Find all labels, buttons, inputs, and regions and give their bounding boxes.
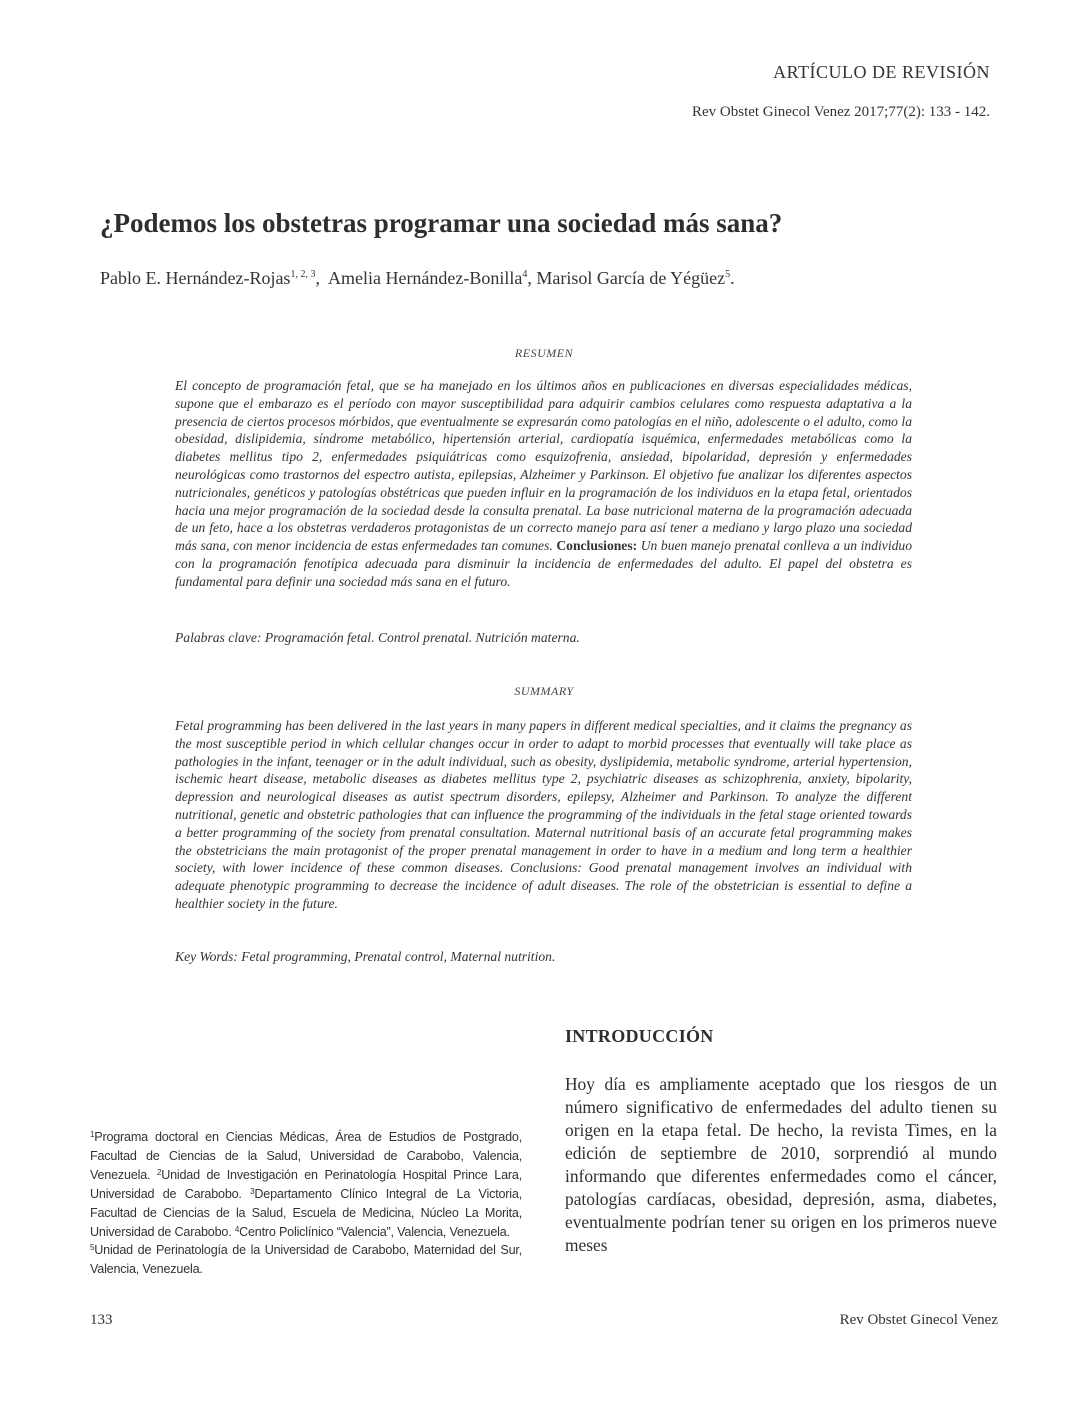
page-number: 133 bbox=[90, 1312, 113, 1328]
palabras-clave: Palabras clave: Programación fetal. Control prenatal. Nutrición materna. bbox=[175, 630, 580, 645]
affiliations-footnote bbox=[90, 1128, 522, 1279]
introduccion-text: Hoy día es ampliamente aceptado que los riesgos de un número significativo de enfermedades del adulto tienen su origen en la etapa fetal. De hecho, la revista Times, en la edición de septiembre de 2010, sorprendió al mundo informando que diferentes enfermedades como el cáncer, patologías cardíacas, obesidad, depresión, asma, diabetes, eventualmente podrían tener su origen en los primeros nueve meses bbox=[565, 1074, 997, 1255]
article-title: ¿Podemos los obstetras programar una sociedad más sana? bbox=[100, 208, 783, 238]
footnote-text: Unidad de Perinatología de la Universidad de Carabobo, Maternidad del Sur, Valencia, Venezuela. bbox=[90, 1243, 522, 1277]
author-name: Marisol García de Yégüez bbox=[536, 268, 726, 288]
resumen-body: El concepto de programación fetal, que se ha manejado en los últimos años en publicaciones en diversas especialidades médicas, supone que el embarazo es el período con mayor susceptibilidad para adquirir cambios celulares como respuesta adaptativa a la presencia de ciertos procesos mórbidos, que eventualmente se expresarán como patologías en el niño, adolescente o el adulto, como la obesidad, dislipidemia, síndrome metabólico, hipertensión arterial, cardiopatía isquémica, enfermedades metabólicas como la diabetes mellitus tipo 2, enfermedades psiquiátricas como esquizofrenia, ansiedad, bipolaridad, depresión y enfermedades neurológicas como trastornos del espectro autista, epilepsias, Alzheimer y Parkinson. El objetivo fue analizar los diferentes aspectos nutricionales, genéticos y patologías obstétricas que pueden influir en la programación de los individuos en la etapa fetal, orientados hacia una mejor programación de la sociedad desde la consulta prenatal. La base nutricional materna de la programación adecuada de un feto, hace a los obstetras verdaderos protagonistas de un correcto manejo para así tener a mediano y largo plazo una sociedad más sana, con menor incidencia de estas enfermedades tan comunes. bbox=[175, 378, 912, 554]
footnote-number: 5 bbox=[90, 1243, 95, 1253]
article-type-label: ARTÍCULO DE REVISIÓN bbox=[773, 62, 990, 82]
summary-text: Fetal programming has been delivered in the last years in many papers in different medical specialties, and it claims the pregnancy as the most susceptible period in which cellular changes occur in order to adapt to morbid processes that eventually will take place as pathologies in the infant, teenager or in the adult individual, such as obesity, dyslipidemia, metabolic syndrome, arterial hypertension, ischemic heart disease, metabolic diseases as diabetes mellitus type 2, psychiatric diseases as schizophrenia, anxiety, bipolarity, depression and neurological diseases as autist spectrum disorders, epilepsy, Alzheimer and Parkinson. To analyze the different nutritional, genetic and obstetric pathologies that can influence the programming of the individuals in the fetal stage oriented towards a better programming of the society from prenatal consultation. Maternal nutritional basis of an accurate fetal programming makes the obstetricians the main protagonist of the proper prenatal management in order to have in a medium and long term a healthier society, with lower incidence of these common diseases. Conclusions: Good prenatal management involves an individual with adequate phenotypic programming to decrease the incidence of adult diseases. The role of the obstetrician is essential to define a healthier society in the future. bbox=[175, 718, 912, 911]
author-separator: . bbox=[730, 268, 735, 288]
summary-heading: SUMMARY bbox=[514, 684, 574, 698]
resumen-text bbox=[175, 377, 912, 591]
resumen-heading: RESUMEN bbox=[514, 346, 574, 360]
author-affiliation: 5 bbox=[725, 269, 731, 280]
resumen-conclusions: Un buen manejo prenatal conlleva a un individuo con la programación fenotípica adecuada para disminuir la incidencia de enfermedades del adulto. El papel del obstetra es fundamental para definir una sociedad más sana en el futuro. bbox=[175, 538, 912, 589]
author-affiliation: 4 bbox=[522, 269, 528, 280]
author-affiliation: 1, 2, 3 bbox=[290, 269, 316, 280]
journal-footer: Rev Obstet Ginecol Venez bbox=[839, 1312, 998, 1328]
footnote-text: Centro Policlínico “Valencia”, Valencia, Venezuela. bbox=[239, 1224, 510, 1239]
footnote-number: 1 bbox=[90, 1130, 95, 1139]
introduccion-heading: INTRODUCCIÓN bbox=[565, 1026, 714, 1046]
journal-citation: Rev Obstet Ginecol Venez 2017;77(2): 133 - 142. bbox=[691, 104, 990, 120]
author-name: Amelia Hernández-Bonilla bbox=[327, 268, 523, 288]
author-list bbox=[100, 268, 735, 289]
footnote-text: Unidad de Investigación en Perinatología Hospital Prince Lara, Universidad de Carabobo. bbox=[90, 1167, 522, 1201]
footnote-text: Departamento Clínico Integral de La Victoria, Facultad de Ciencias de la Salud, Escuela de Medicina, Núcleo La Morita, Universidad de Carabobo. bbox=[90, 1186, 522, 1239]
footnote-number: 2 bbox=[156, 1167, 162, 1177]
author-separator: , bbox=[527, 268, 532, 288]
footnote-number: 3 bbox=[250, 1186, 255, 1196]
author-name: Pablo E. Hernández-Rojas bbox=[100, 268, 291, 288]
footnote-text: Programa doctoral en Ciencias Médicas, Área de Estudios de Postgrado, Facultad de Ciencias de la Salud, Universidad de Carabobo, Valencia, Venezuela. bbox=[90, 1130, 522, 1182]
footnote-number: 4 bbox=[234, 1224, 240, 1234]
key-words: Key Words: Fetal programming, Prenatal control, Maternal nutrition. bbox=[175, 949, 556, 964]
author-separator: , bbox=[315, 268, 320, 288]
conclusiones-label: Conclusiones: bbox=[556, 538, 638, 554]
